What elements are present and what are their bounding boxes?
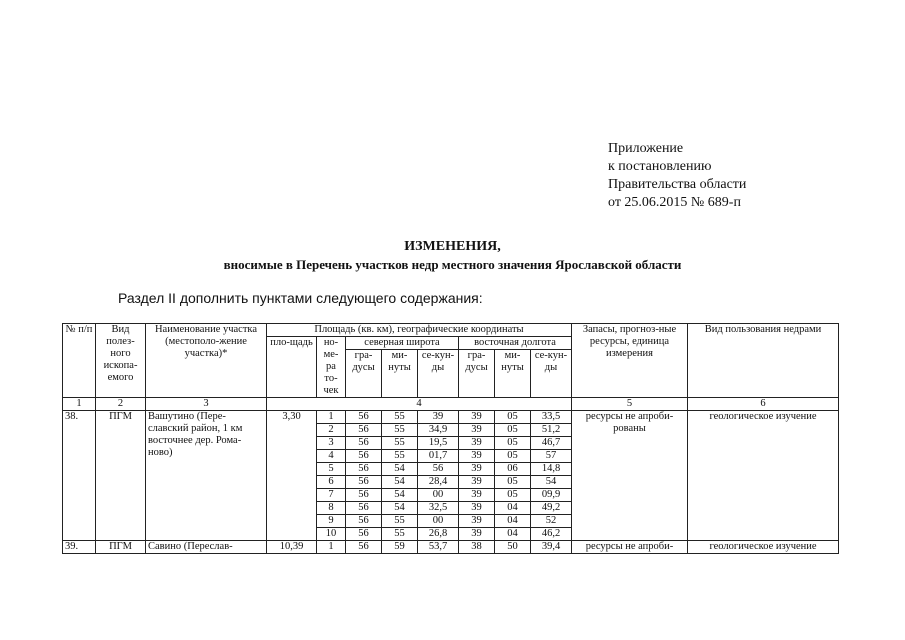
north-seconds: 28,4 [418,476,459,489]
entry-area: 3,30 [267,411,317,541]
north-degrees: 56 [346,528,382,541]
point-number: 3 [317,437,346,450]
header-east-sec: се-кун-ды [531,350,572,398]
east-seconds: 54 [531,476,572,489]
east-degrees: 39 [459,476,495,489]
header-num: № п/п [63,324,96,398]
header-east: восточная долгота [459,337,572,350]
east-seconds: 52 [531,515,572,528]
point-number: 9 [317,515,346,528]
entry-area: 10,39 [267,541,317,554]
north-minutes: 54 [382,463,418,476]
point-number: 4 [317,450,346,463]
north-minutes: 54 [382,476,418,489]
entry-reserves: ресурсы не апроби- [572,541,688,554]
point-number: 2 [317,424,346,437]
col-number: 2 [96,398,146,411]
north-minutes: 54 [382,489,418,502]
north-minutes: 55 [382,450,418,463]
header-point: но-ме-ра то-чек [317,337,346,398]
entry-mineral: ПГМ [96,541,146,554]
north-degrees: 56 [346,515,382,528]
north-seconds: 00 [418,489,459,502]
north-minutes: 55 [382,437,418,450]
north-minutes: 55 [382,424,418,437]
east-minutes: 05 [495,476,531,489]
north-minutes: 54 [382,502,418,515]
north-degrees: 56 [346,489,382,502]
document-title: ИЗМЕНЕНИЯ, [404,239,501,254]
col-number: 6 [688,398,839,411]
east-degrees: 39 [459,437,495,450]
header-usage: Вид пользования недрами [688,324,839,398]
east-degrees: 39 [459,502,495,515]
north-degrees: 56 [346,541,382,554]
north-degrees: 56 [346,411,382,424]
north-minutes: 55 [382,411,418,424]
east-seconds: 14,8 [531,463,572,476]
east-seconds: 09,9 [531,489,572,502]
document-subtitle: вносимые в Перечень участков недр местного значения Ярославской области [223,257,682,272]
entry-reserves: ресурсы не апроби-рованы [572,411,688,541]
header-mineral: Вид полез-ного ископа-емого [96,324,146,398]
entry-name: Вашутино (Пере-славский район, 1 км восточнее дер. Рома-ново) [146,411,267,541]
appendix-line-4: от 25.06.2015 № 689-п [608,195,741,210]
east-degrees: 39 [459,424,495,437]
east-seconds: 49,2 [531,502,572,515]
header-east-deg: гра-дусы [459,350,495,398]
north-minutes: 55 [382,528,418,541]
north-seconds: 26,8 [418,528,459,541]
north-seconds: 00 [418,515,459,528]
point-number: 5 [317,463,346,476]
appendix-line-3: Правительства области [608,177,747,192]
header-area: пло-щадь [267,337,317,398]
north-minutes: 59 [382,541,418,554]
header-name: Наименование участка (местополо-жение участка)* [146,324,267,398]
header-north-deg: гра-дусы [346,350,382,398]
east-minutes: 06 [495,463,531,476]
point-number: 10 [317,528,346,541]
point-number: 6 [317,476,346,489]
east-seconds: 46,2 [531,528,572,541]
intro-text: Раздел II дополнить пунктами следующего содержания: [118,290,483,306]
east-degrees: 39 [459,528,495,541]
col-number: 3 [146,398,267,411]
north-degrees: 56 [346,424,382,437]
north-degrees: 56 [346,437,382,450]
point-number: 8 [317,502,346,515]
north-seconds: 32,5 [418,502,459,515]
east-minutes: 05 [495,450,531,463]
north-degrees: 56 [346,450,382,463]
entry-usage: геологическое изучение [688,541,839,554]
header-east-min: ми-нуты [495,350,531,398]
north-degrees: 56 [346,463,382,476]
appendix-line-1: Приложение [608,141,684,156]
east-degrees: 39 [459,489,495,502]
east-degrees: 39 [459,411,495,424]
east-minutes: 04 [495,515,531,528]
header-north: северная широта [346,337,459,350]
north-minutes: 55 [382,515,418,528]
appendix-line-2: к постановлению [608,159,712,174]
east-minutes: 05 [495,489,531,502]
east-minutes: 50 [495,541,531,554]
col-number: 1 [63,398,96,411]
header-area-coords: Площадь (кв. км), географические координаты [267,324,572,337]
east-minutes: 05 [495,437,531,450]
table-row [63,411,839,424]
north-seconds: 56 [418,463,459,476]
east-minutes: 05 [495,424,531,437]
north-seconds: 39 [418,411,459,424]
north-seconds: 19,5 [418,437,459,450]
entries-body [63,411,839,554]
east-minutes: 04 [495,528,531,541]
subsoil-plots-table [62,323,839,554]
east-degrees: 38 [459,541,495,554]
east-minutes: 04 [495,502,531,515]
table-row [63,541,839,554]
north-seconds: 01,7 [418,450,459,463]
entry-name: Савино (Переслав- [146,541,267,554]
header-north-sec: се-кун-ды [418,350,459,398]
east-seconds: 39,4 [531,541,572,554]
east-degrees: 39 [459,515,495,528]
east-minutes: 05 [495,411,531,424]
header-north-min: ми-нуты [382,350,418,398]
col-number: 5 [572,398,688,411]
east-degrees: 39 [459,450,495,463]
east-seconds: 57 [531,450,572,463]
east-degrees: 39 [459,463,495,476]
north-degrees: 56 [346,476,382,489]
point-number: 1 [317,411,346,424]
entry-num: 39. [63,541,96,554]
col-number: 4 [267,398,572,411]
point-number: 7 [317,489,346,502]
header-reserves: Запасы, прогноз-ные ресурсы, единица измерения [572,324,688,398]
east-seconds: 51,2 [531,424,572,437]
appendix-block [608,140,746,212]
north-degrees: 56 [346,502,382,515]
east-seconds: 46,7 [531,437,572,450]
point-number: 1 [317,541,346,554]
east-seconds: 33,5 [531,411,572,424]
entry-usage: геологическое изучение [688,411,839,541]
north-seconds: 53,7 [418,541,459,554]
entry-mineral: ПГМ [96,411,146,541]
north-seconds: 34,9 [418,424,459,437]
entry-num: 38. [63,411,96,541]
